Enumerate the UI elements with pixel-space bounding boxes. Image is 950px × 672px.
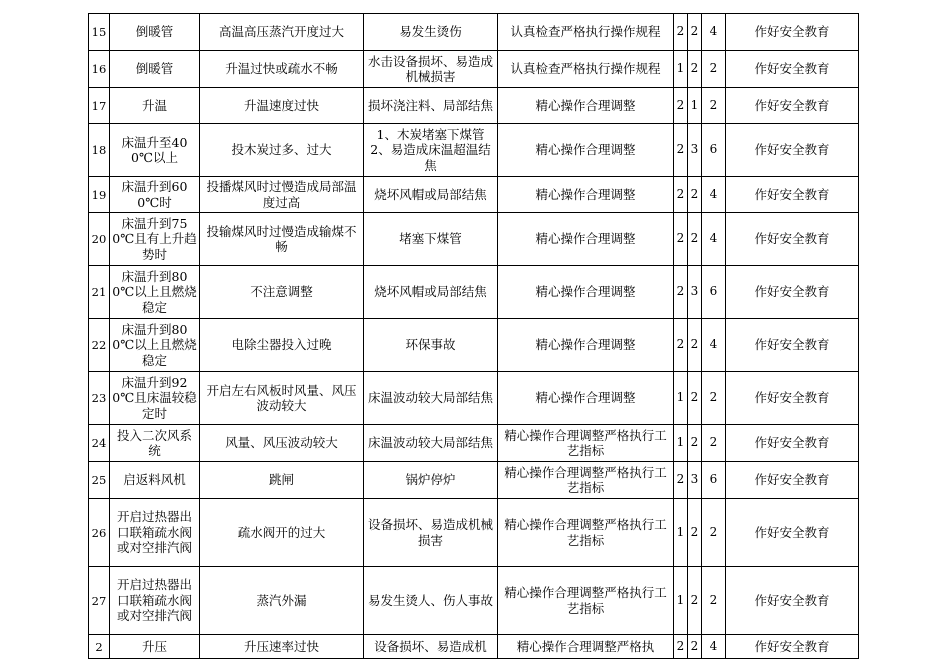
risk-value: 4 [702, 14, 726, 51]
safety-measure: 作好安全教育 [726, 88, 859, 124]
likelihood-value: 1 [674, 499, 688, 567]
possible-consequence: 烧坏风帽或局部结焦 [364, 177, 498, 213]
likelihood-value: 1 [674, 425, 688, 462]
control-measure: 精心操作合理调整严格执 [498, 635, 674, 659]
severity-value: 3 [688, 462, 702, 499]
severity-value: 2 [688, 567, 702, 635]
risk-assessment-sheet [88, 13, 858, 659]
risk-value: 2 [702, 425, 726, 462]
possible-consequence: 锅炉停炉 [364, 462, 498, 499]
table-row [89, 177, 859, 213]
row-number: 22 [89, 319, 110, 372]
operation-step: 床温升到800℃以上且燃烧稳定 [110, 319, 200, 372]
row-number: 15 [89, 14, 110, 51]
table-row [89, 635, 859, 659]
severity-value: 2 [688, 51, 702, 88]
risk-value: 4 [702, 213, 726, 266]
severity-value: 2 [688, 635, 702, 659]
operation-step: 启返料风机 [110, 462, 200, 499]
likelihood-value: 2 [674, 213, 688, 266]
control-measure: 精心操作合理调整 [498, 266, 674, 319]
table-row [89, 425, 859, 462]
possible-consequence: 床温波动较大局部结焦 [364, 372, 498, 425]
possible-consequence: 损坏浇注料、局部结焦 [364, 88, 498, 124]
possible-consequence: 易发生烫人、伤人事故 [364, 567, 498, 635]
likelihood-value: 2 [674, 462, 688, 499]
operation-step: 升压 [110, 635, 200, 659]
safety-measure: 作好安全教育 [726, 177, 859, 213]
likelihood-value: 2 [674, 319, 688, 372]
severity-value: 3 [688, 266, 702, 319]
hazard-cause: 疏水阀开的过大 [200, 499, 364, 567]
possible-consequence: 床温波动较大局部结焦 [364, 425, 498, 462]
operation-step: 升温 [110, 88, 200, 124]
control-measure: 精心操作合理调整严格执行工艺指标 [498, 567, 674, 635]
likelihood-value: 1 [674, 567, 688, 635]
safety-measure: 作好安全教育 [726, 462, 859, 499]
operation-step: 倒暖管 [110, 14, 200, 51]
likelihood-value: 2 [674, 266, 688, 319]
safety-measure: 作好安全教育 [726, 372, 859, 425]
severity-value: 1 [688, 88, 702, 124]
control-measure: 精心操作合理调整 [498, 124, 674, 177]
hazard-cause: 升压速率过快 [200, 635, 364, 659]
operation-step: 开启过热器出口联箱疏水阀或对空排汽阀 [110, 499, 200, 567]
safety-measure: 作好安全教育 [726, 124, 859, 177]
row-number: 26 [89, 499, 110, 567]
hazard-cause: 高温高压蒸汽开度过大 [200, 14, 364, 51]
safety-measure: 作好安全教育 [726, 51, 859, 88]
hazard-cause: 投播煤风时过慢造成局部温度过高 [200, 177, 364, 213]
severity-value: 2 [688, 177, 702, 213]
control-measure: 精心操作合理调整 [498, 177, 674, 213]
row-number: 23 [89, 372, 110, 425]
risk-value: 2 [702, 51, 726, 88]
table-row [89, 266, 859, 319]
operation-step: 床温升至400℃以上 [110, 124, 200, 177]
safety-measure: 作好安全教育 [726, 425, 859, 462]
possible-consequence: 1、木炭堵塞下煤管 2、易造成床温超温结焦 [364, 124, 498, 177]
control-measure: 精心操作合理调整严格执行工艺指标 [498, 462, 674, 499]
operation-step: 床温升到750℃且有上升趋势时 [110, 213, 200, 266]
control-measure: 精心操作合理调整 [498, 213, 674, 266]
row-number: 24 [89, 425, 110, 462]
row-number: 2 [89, 635, 110, 659]
likelihood-value: 1 [674, 51, 688, 88]
severity-value: 3 [688, 124, 702, 177]
table-row [89, 88, 859, 124]
hazard-cause: 投木炭过多、过大 [200, 124, 364, 177]
safety-measure: 作好安全教育 [726, 635, 859, 659]
risk-value: 6 [702, 266, 726, 319]
hazard-cause: 升温过快或疏水不畅 [200, 51, 364, 88]
safety-measure: 作好安全教育 [726, 567, 859, 635]
safety-measure: 作好安全教育 [726, 319, 859, 372]
possible-consequence: 堵塞下煤管 [364, 213, 498, 266]
likelihood-value: 1 [674, 372, 688, 425]
table-row [89, 14, 859, 51]
hazard-cause: 升温速度过快 [200, 88, 364, 124]
operation-step: 床温升到920℃且床温较稳定时 [110, 372, 200, 425]
operation-step: 倒暖管 [110, 51, 200, 88]
table-row [89, 372, 859, 425]
table-row [89, 124, 859, 177]
table-row [89, 319, 859, 372]
hazard-cause: 不注意调整 [200, 266, 364, 319]
likelihood-value: 2 [674, 88, 688, 124]
possible-consequence: 设备损坏、易造成机械损害 [364, 499, 498, 567]
operation-step: 投入二次风系统 [110, 425, 200, 462]
risk-value: 6 [702, 462, 726, 499]
severity-value: 2 [688, 499, 702, 567]
risk-value: 4 [702, 319, 726, 372]
control-measure: 认真检查严格执行操作规程 [498, 14, 674, 51]
safety-measure: 作好安全教育 [726, 499, 859, 567]
hazard-cause: 跳闸 [200, 462, 364, 499]
hazard-cause: 开启左右风板时风量、风压波动较大 [200, 372, 364, 425]
possible-consequence: 烧坏风帽或局部结焦 [364, 266, 498, 319]
table-row [89, 51, 859, 88]
severity-value: 2 [688, 372, 702, 425]
likelihood-value: 2 [674, 14, 688, 51]
risk-value: 2 [702, 372, 726, 425]
likelihood-value: 2 [674, 177, 688, 213]
operation-step: 开启过热器出口联箱疏水阀或对空排汽阀 [110, 567, 200, 635]
possible-consequence: 设备损坏、易造成机 [364, 635, 498, 659]
hazard-table [88, 13, 859, 659]
risk-value: 6 [702, 124, 726, 177]
row-number: 27 [89, 567, 110, 635]
row-number: 25 [89, 462, 110, 499]
control-measure: 精心操作合理调整 [498, 372, 674, 425]
control-measure: 精心操作合理调整 [498, 88, 674, 124]
risk-value: 2 [702, 499, 726, 567]
table-row [89, 213, 859, 266]
row-number: 20 [89, 213, 110, 266]
likelihood-value: 2 [674, 635, 688, 659]
risk-value: 2 [702, 88, 726, 124]
severity-value: 2 [688, 213, 702, 266]
possible-consequence: 水击设备损坏、易造成机械损害 [364, 51, 498, 88]
control-measure: 精心操作合理调整严格执行工艺指标 [498, 499, 674, 567]
row-number: 21 [89, 266, 110, 319]
likelihood-value: 2 [674, 124, 688, 177]
control-measure: 精心操作合理调整严格执行工艺指标 [498, 425, 674, 462]
control-measure: 精心操作合理调整 [498, 319, 674, 372]
severity-value: 2 [688, 319, 702, 372]
hazard-cause: 风量、风压波动较大 [200, 425, 364, 462]
operation-step: 床温升到800℃以上且燃烧稳定 [110, 266, 200, 319]
risk-value: 4 [702, 635, 726, 659]
severity-value: 2 [688, 14, 702, 51]
possible-consequence: 易发生烫伤 [364, 14, 498, 51]
table-row [89, 499, 859, 567]
safety-measure: 作好安全教育 [726, 266, 859, 319]
possible-consequence: 环保事故 [364, 319, 498, 372]
severity-value: 2 [688, 425, 702, 462]
table-row [89, 462, 859, 499]
operation-step: 床温升到600℃时 [110, 177, 200, 213]
hazard-cause: 蒸汽外漏 [200, 567, 364, 635]
row-number: 16 [89, 51, 110, 88]
table-row [89, 567, 859, 635]
risk-value: 4 [702, 177, 726, 213]
row-number: 18 [89, 124, 110, 177]
hazard-cause: 投输煤风时过慢造成输煤不畅 [200, 213, 364, 266]
safety-measure: 作好安全教育 [726, 213, 859, 266]
row-number: 19 [89, 177, 110, 213]
safety-measure: 作好安全教育 [726, 14, 859, 51]
row-number: 17 [89, 88, 110, 124]
control-measure: 认真检查严格执行操作规程 [498, 51, 674, 88]
risk-value: 2 [702, 567, 726, 635]
hazard-cause: 电除尘器投入过晚 [200, 319, 364, 372]
